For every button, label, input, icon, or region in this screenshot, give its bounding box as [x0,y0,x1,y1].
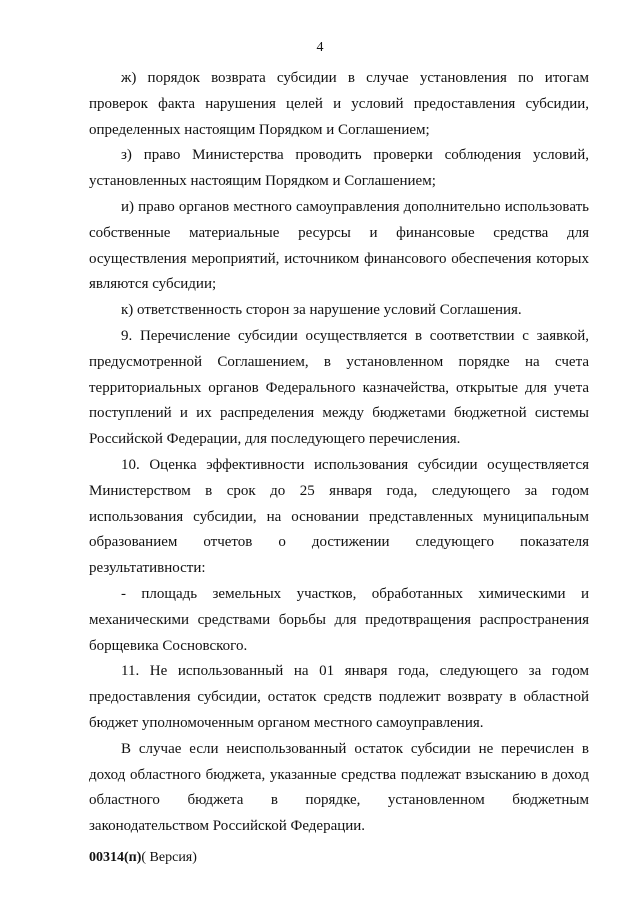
paragraph-9: 9. Перечисление субсидии осуществляется в соответствии с заявкой, предусмотренной Соглашением, в установленном порядке на счета территориальных органов Федерального казначейства, открытые для учета поступлений и их распределения между бюджетами бюджетной системы Российской Федерации, для последующего перечисления. [89,327,589,448]
paragraph-i: и) право органов местного самоуправления дополнительно использовать собственные материальные ресурсы и финансовые средства для осуществления мероприятий, источником финансового обеспечения которых являются субсидии; [89,198,589,293]
paragraph-k: к) ответственность сторон за нарушение условий Соглашения. [121,302,522,319]
document-body [89,66,589,840]
footer-code: 00314(п) [89,850,142,865]
page-number: 4 [316,40,324,55]
paragraph-10: 10. Оценка эффективности использования субсидии осуществляется Министерством в срок до 25 января года, следующего за годом использования субсидии, на основании представленных муниципальным образованием отчетов о достижении следующего показателя результативности: [89,456,589,577]
paragraph-z: з) право Министерства проводить проверки соблюдения условий, установленных настоящим Порядком и Соглашением; [89,147,589,190]
paragraph-11: 11. Не использованный на 01 января года, следующего за годом предоставления субсидии, остаток средств подлежит возврату в областной бюджет уполномоченным органом местного самоуправления. [89,663,589,731]
footer-version: ( Версия) [141,850,197,865]
paragraph-11-return: В случае если неиспользованный остаток субсидии не перечислен в доход областного бюджета, указанные средства подлежат взысканию в доход областного бюджета в порядке, установленном бюджетным законодательством Российской Федерации. [89,740,589,835]
paragraph-10-indicator: - площадь земельных участков, обработанных химическими и механическими средствами борьбы для предотвращения распространения борщевика Сосновского. [89,585,589,654]
paragraph-zh: ж) порядок возврата субсидии в случае установления по итогам проверок факта нарушения целей и условий предоставления субсидии, определенных настоящим Порядком и Соглашением; [89,70,589,138]
footer-doc-code [89,850,197,866]
